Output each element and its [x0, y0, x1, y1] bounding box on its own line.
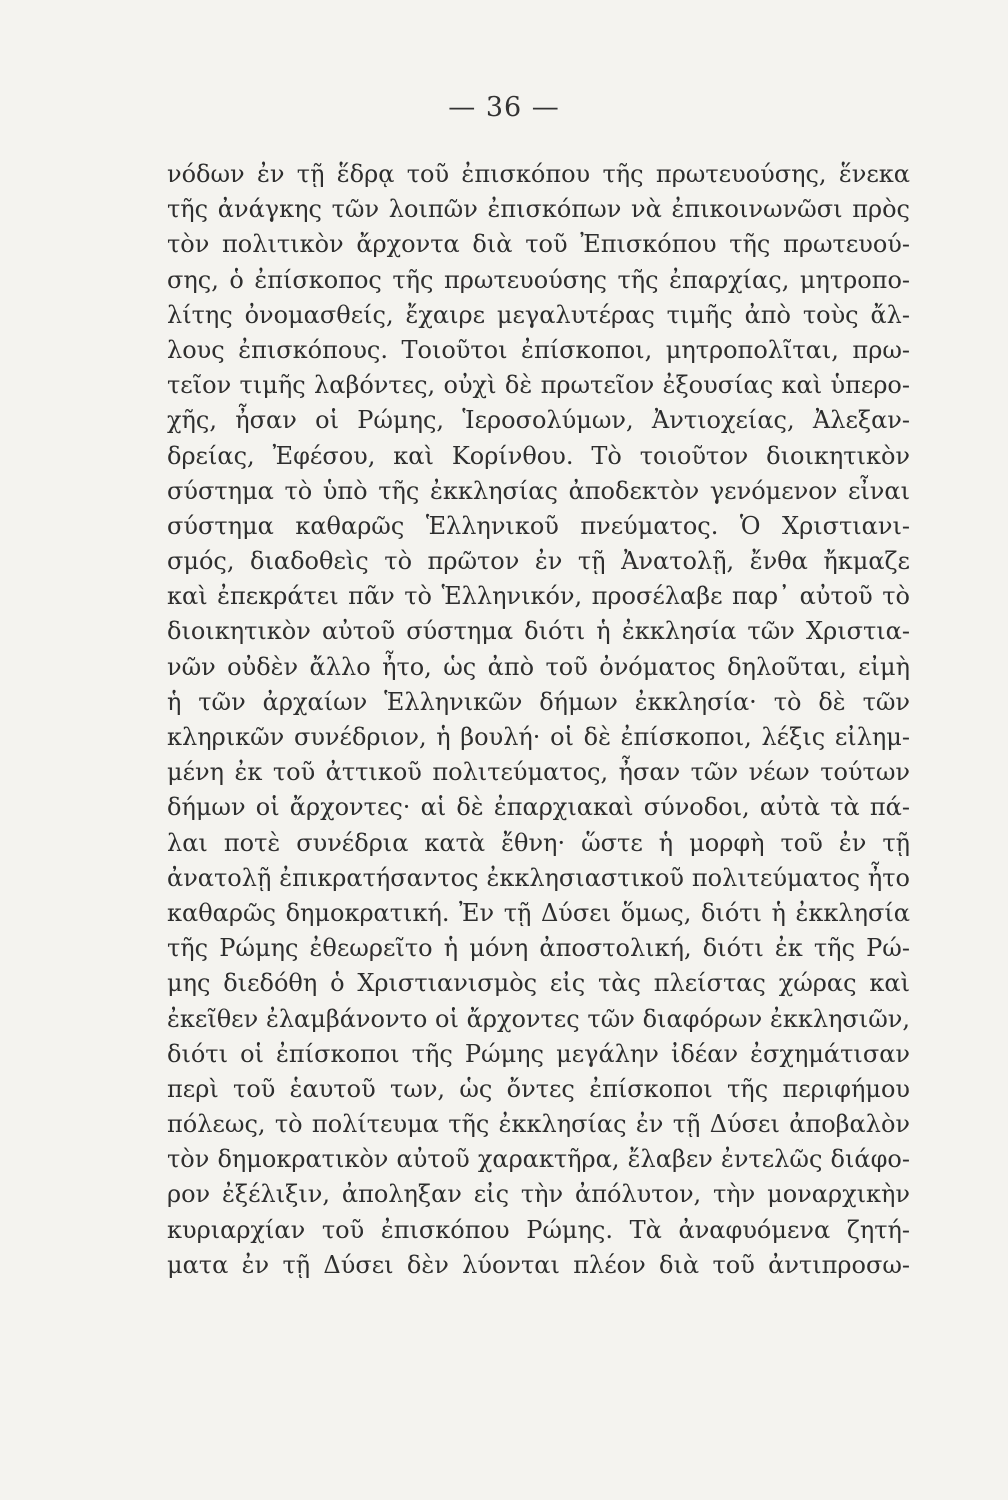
text-line: καὶ ἐπεκράτει πᾶν τὸ Ἑλληνικόν, προσέλαβε παρ᾽ αὐτοῦ τὸ	[167, 582, 910, 611]
text-line: σύστημα τὸ ὑπὸ τῆς ἐκκλησίας ἀποδεκτὸν γενόμενον εἶναι	[167, 476, 910, 505]
text-line: σύστημα καθαρῶς Ἑλληνικοῦ πνεύματος. Ὁ Χριστιανι-	[167, 511, 910, 540]
text-line: ματα ἐν τῇ Δύσει δὲν λύονται πλέον διὰ τοῦ ἀντιπροσω-	[167, 1250, 910, 1279]
text-line: μένη ἐκ τοῦ ἀττικοῦ πολιτεύματος, ἦσαν τῶν νέων τούτων	[167, 758, 910, 787]
text-line: ρον ἐξέλιξιν, ἀποληξαν εἰς τὴν ἀπόλυτον, τὴν μοναρχικὴν	[167, 1180, 910, 1209]
text-line: τὸν δημοκρατικὸν αὐτοῦ χαρακτῆρα, ἔλαβεν ἐντελῶς διάφο-	[167, 1145, 910, 1174]
text-line: δήμων οἱ ἄρχοντες· αἱ δὲ ἐπαρχιακαὶ σύνοδοι, αὐτὰ τὰ πά-	[167, 793, 910, 822]
text-line: ἡ τῶν ἀρχαίων Ἑλληνικῶν δήμων ἐκκλησία· τὸ δὲ τῶν	[167, 687, 910, 716]
text-line: νόδων ἐν τῇ ἕδρᾳ τοῦ ἐπισκόπου τῆς πρωτευούσης, ἕνεκα	[167, 160, 910, 188]
text-line: νῶν οὐδὲν ἄλλο ἦτο, ὡς ἀπὸ τοῦ ὀνόματος δηλοῦται, εἰμὴ	[167, 652, 910, 681]
body-text	[167, 157, 910, 1283]
text-line: τῆς ἀνάγκης τῶν λοιπῶν ἐπισκόπων νὰ ἐπικοινωνῶσι πρὸς	[167, 195, 910, 224]
page-number: — 36 —	[448, 92, 560, 123]
text-line: καθαρῶς δημοκρατική. Ἐν τῇ Δύσει ὅμως, διότι ἡ ἐκκλησία	[167, 898, 910, 927]
text-line: τῆς Ρώμης ἐθεωρεῖτο ἡ μόνη ἀποστολική, διότι ἐκ τῆς Ρώ-	[167, 934, 910, 963]
text-line: λους ἐπισκόπους. Τοιοῦτοι ἐπίσκοποι, μητροπολῖται, πρω-	[167, 335, 910, 364]
text-line: κυριαρχίαν τοῦ ἐπισκόπου Ρώμης. Τὰ ἀναφυόμενα ζητή-	[167, 1215, 910, 1244]
text-line: πόλεως, τὸ πολίτευμα τῆς ἐκκλησίας ἐν τῇ Δύσει ἀποβαλὸν	[167, 1110, 910, 1139]
text-line: διότι οἱ ἐπίσκοποι τῆς Ρώμης μεγάλην ἰδέαν ἐσχημάτισαν	[167, 1039, 910, 1068]
text-line: τεῖον τιμῆς λαβόντες, οὐχὶ δὲ πρωτεῖον ἐξουσίας καὶ ὑπερο-	[167, 371, 910, 400]
text-line: διοικητικὸν αὐτοῦ σύστημα διότι ἡ ἐκκλησία τῶν Χριστια-	[167, 617, 910, 646]
text-line: σμός, διαδοθεὶς τὸ πρῶτον ἐν τῇ Ἀνατολῇ, ἔνθα ἤκμαζε	[167, 547, 910, 576]
text-line: τὸν πολιτικὸν ἄρχοντα διὰ τοῦ Ἐπισκόπου τῆς πρωτευού-	[167, 230, 910, 259]
text-line: δρείας, Ἐφέσου, καὶ Κορίνθου. Τὸ τοιοῦτον διοικητικὸν	[167, 441, 910, 470]
text-line: χῆς, ἦσαν οἱ Ρώμης, Ἱεροσολύμων, Ἀντιοχείας, Ἀλεξαν-	[167, 406, 910, 435]
text-line: ἀνατολῇ ἐπικρατήσαντος ἐκκλησιαστικοῦ πολιτεύματος ἦτο	[167, 863, 910, 892]
text-line: λίτης ὀνομασθείς, ἔχαιρε μεγαλυτέρας τιμῆς ἀπὸ τοὺς ἄλ-	[167, 300, 910, 329]
text-line: κληρικῶν συνέδριον, ἡ βουλή· οἱ δὲ ἐπίσκοποι, λέξις εἰλημ-	[167, 723, 910, 751]
text-line: λαι ποτὲ συνέδρια κατὰ ἔθνη· ὥστε ἡ μορφὴ τοῦ ἐν τῇ	[167, 828, 910, 857]
text-line: περὶ τοῦ ἑαυτοῦ των, ὡς ὄντες ἐπίσκοποι τῆς περιφήμου	[167, 1074, 910, 1103]
text-line: μης διεδόθη ὁ Χριστιανισμὸς εἰς τὰς πλείστας χώρας καὶ	[167, 969, 910, 998]
text-line: ἐκεῖθεν ἐλαμβάνοντο οἱ ἄρχοντες τῶν διαφόρων ἐκκλησιῶν,	[167, 1004, 910, 1033]
text-line: σης, ὁ ἐπίσκοπος τῆς πρωτευούσης τῆς ἐπαρχίας, μητροπο-	[167, 265, 910, 294]
